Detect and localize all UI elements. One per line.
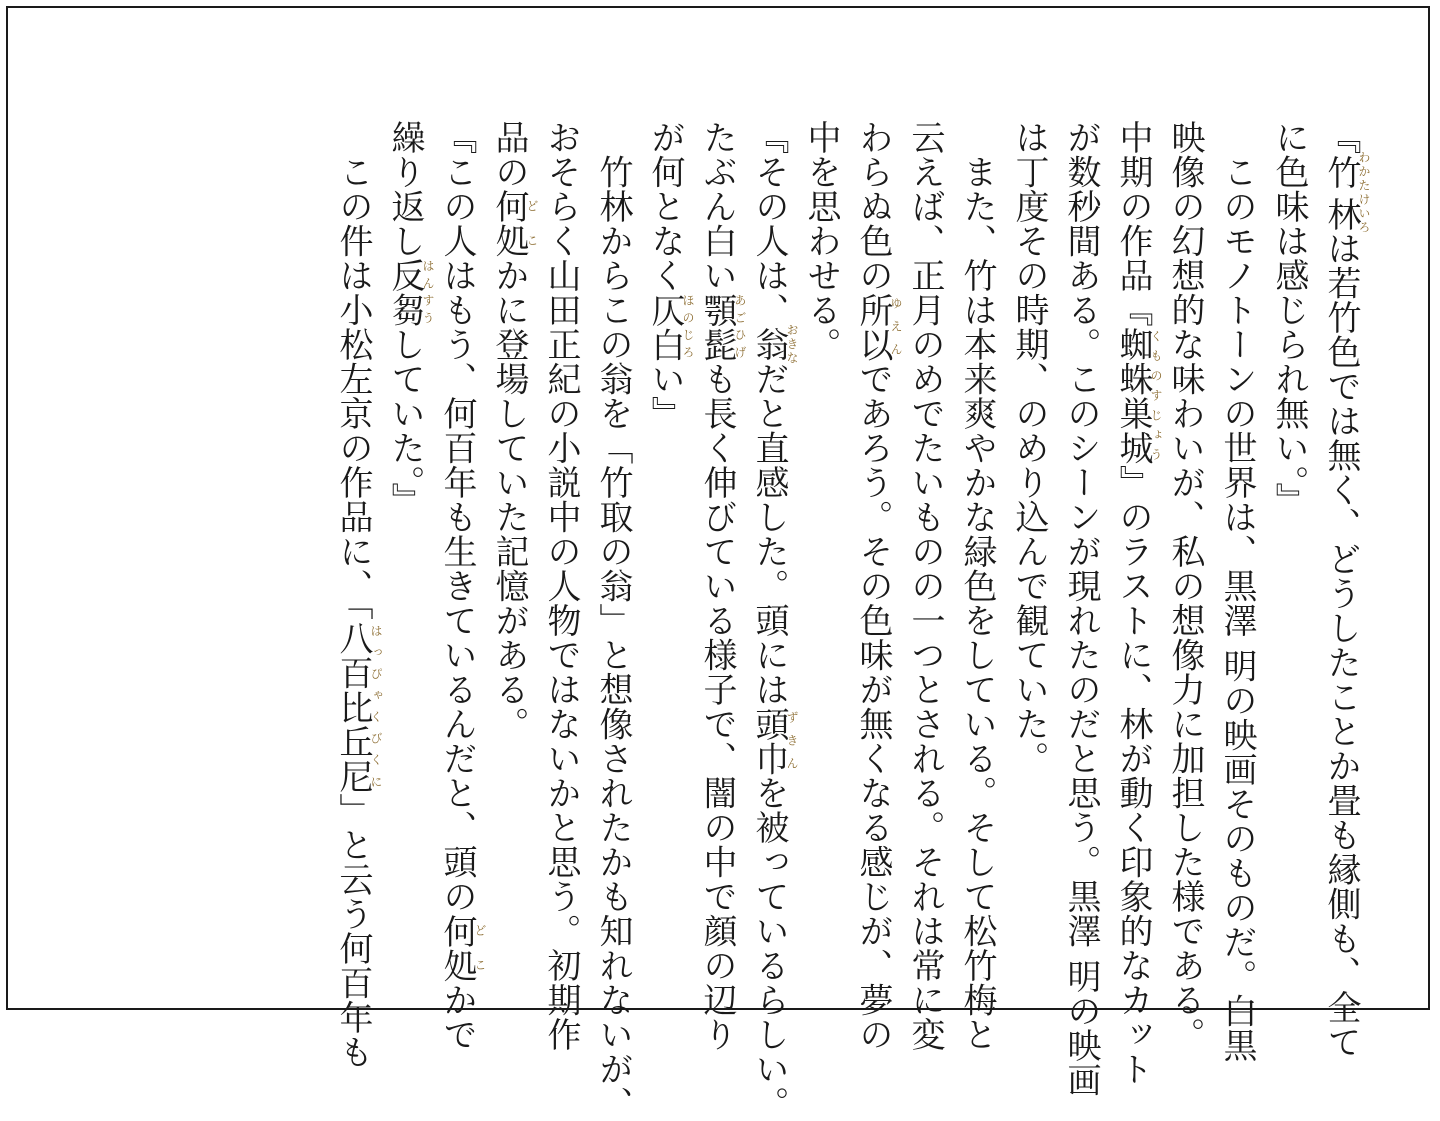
paragraph: [333, 120, 383, 1069]
ruby-word: 顎髭あごひげ: [697, 292, 747, 362]
paragraph: [385, 120, 487, 1052]
furigana: どこ: [525, 189, 539, 258]
text-line: また、竹は本来爽やかな緑色をしている。そして松竹梅と: [957, 120, 997, 1052]
furigana: あごひげ: [733, 292, 747, 362]
text-line: 『その人は、翁おきなだと直感した。頭には頭巾ずきんを被っているらしい。: [749, 120, 799, 1121]
text-line: このモノトーンの世界は、黒澤 明の映画そのものだ。白黒: [1217, 120, 1257, 1063]
furigana: おきな: [785, 323, 799, 366]
text-line: 繰り返し反芻はんすうしていた。』: [385, 120, 435, 517]
text-line: 『この人はもう、何百年も生きているんだと、頭の何処どこかで: [437, 120, 487, 1052]
paragraph: [489, 120, 633, 1121]
text-line: が数秒間ある。このシーンが現れたのだと思う。黒澤 明の映画: [1061, 120, 1101, 1098]
text-line: 中を思わせる。: [801, 120, 841, 362]
furigana: ずきん: [785, 706, 799, 776]
text-line: が何となく仄白ほのじろい』: [645, 120, 695, 431]
text-line: 映像の幻想的な味わいが、私の想像力に加担した様である。: [1165, 120, 1205, 1052]
ruby-word: 反芻はんすう: [385, 258, 435, 327]
text-line: この件は小松左京の作品に、「八百比丘尼はっぴゃくびくに」と云う何百年も: [333, 120, 383, 1069]
furigana: はんすう: [421, 258, 435, 327]
text-line: 品の何処どこかに登場していた記憶がある。: [489, 120, 539, 741]
ruby-word: 何処どこ: [437, 913, 487, 983]
ruby-word: 竹林わかたけいろ: [1321, 150, 1371, 235]
furigana: はっぴゃくびくに: [369, 620, 383, 793]
ruby-word: 翁おきな: [749, 323, 799, 366]
ruby-word: 蜘蛛巣城くものすじょう: [1113, 327, 1163, 465]
ruby-word: 八百比丘尼はっぴゃくびくに: [333, 620, 383, 793]
ruby-word: 何処どこ: [489, 189, 539, 258]
furigana: ほのじろ: [681, 292, 695, 362]
furigana: くものすじょう: [1149, 327, 1163, 465]
ruby-word: 所以ゆえん: [853, 292, 903, 362]
text-line: に色味は感じられ無い。』: [1269, 120, 1309, 517]
text-line: 云えば、正月のめでたいものの一つとされる。それは常に変: [905, 120, 945, 1052]
vertical-text-body: [327, 120, 1371, 1121]
paragraph: [645, 120, 799, 1121]
text-line: は丁度その時期、のめり込んで観ていた。: [1009, 120, 1049, 776]
ruby-word: 仄白ほのじろ: [645, 292, 695, 362]
text-line: おそらく山田正紀の小説中の人物ではないかと思う。初期作: [541, 120, 581, 1052]
paragraph: [1269, 120, 1371, 1059]
furigana: ゆえん: [889, 292, 903, 362]
paragraph: [1009, 120, 1257, 1097]
text-line: 中期の作品『蜘蛛巣城くものすじょう』のラストに、林が動く印象的なカット: [1113, 120, 1163, 1086]
ruby-word: 頭巾ずきん: [749, 706, 799, 776]
text-line: たぶん白い顎髭あごひげも長く伸びている様子で、闇の中で顔の辺り: [697, 120, 747, 1052]
text-line: わらぬ色の所以ゆえんであろう。その色味が無くなる感じが、夢の: [853, 120, 903, 1052]
paragraph: [801, 120, 997, 1052]
document-page: [6, 6, 1430, 1121]
furigana: どこ: [473, 913, 487, 983]
text-line: 『竹林わかたけいろは若竹色では無く、どうしたことか畳も縁側も、全て: [1321, 120, 1371, 1059]
text-line: 竹林からこの翁を「竹取の翁」と想像されたかも知れないが、: [593, 120, 633, 1121]
furigana: わかたけいろ: [1357, 150, 1371, 235]
